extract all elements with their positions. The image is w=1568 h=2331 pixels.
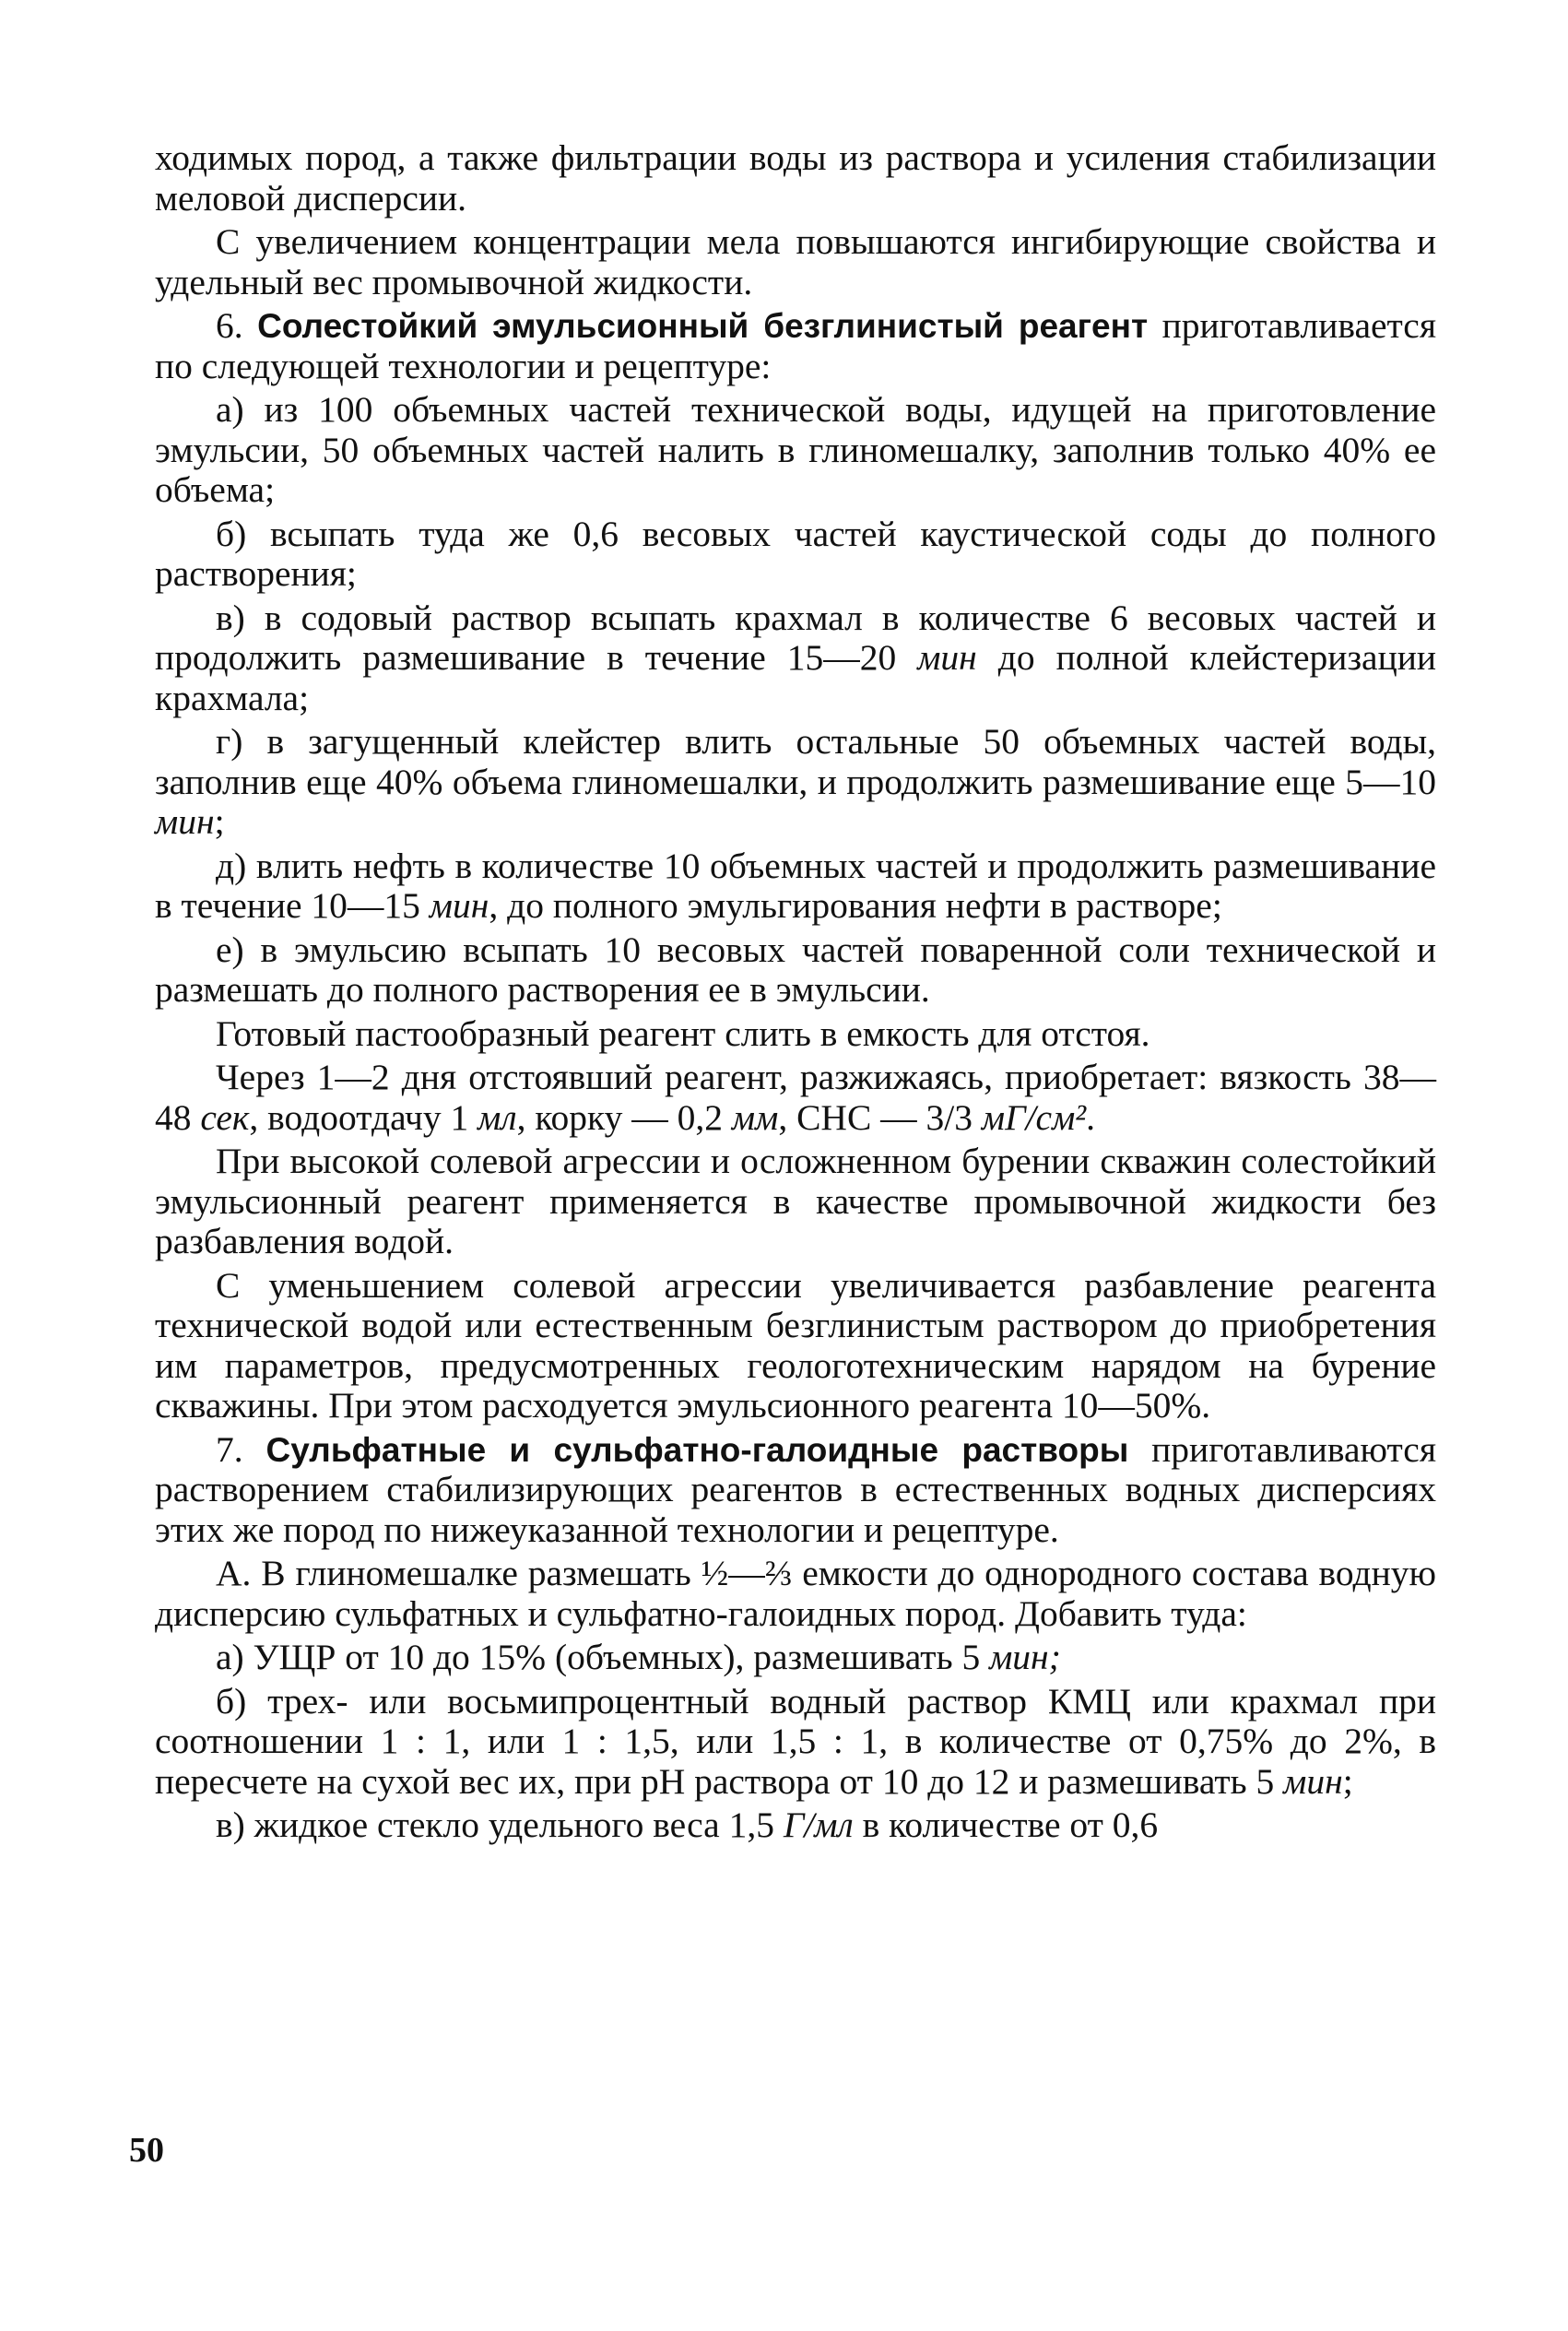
text-run: в) в содовый раствор всыпать крахмал в количестве 6 весовых частей и продолжить размешивание в течение 15—20: [155, 597, 1436, 678]
text-run: , водоотдачу 1: [249, 1096, 478, 1138]
text-run: а) УЩР от 10 до 15% (объемных), размешивать 5: [216, 1637, 990, 1677]
italic-unit-text: мл: [477, 1096, 517, 1138]
italic-unit-text: сек: [200, 1096, 250, 1138]
bold-heading-text: Сульфатные и сульфатно-галоидные растворы: [265, 1430, 1129, 1469]
text-run: А. В глиномешалке размешать ½—⅔ емкости до однородного состава водную дисперсию сульфатных и сульфатно-галоидных пород. Добавить туда:: [155, 1553, 1436, 1634]
paragraph: [155, 846, 1436, 927]
text-run: а) из 100 объемных частей технической воды, идущей на приготовление эмульсии, 50 объемных частей налить в глиномешалку, заполнив только 40% ее объема;: [155, 389, 1436, 510]
text-run: в количестве от 0,6: [853, 1804, 1159, 1845]
italic-unit-text: Г/мл: [783, 1804, 854, 1845]
text-run: приготавливаются растворением стабилизирующих реагентов в естественных водных дисперсиях этих же пород по нижеуказанной технологии и рецептуре.: [155, 1428, 1436, 1550]
text-run: ходимых пород, а также фильтрации воды из раствора и усиления стабилизации меловой дисперсии.: [155, 137, 1436, 219]
text-run: , до полного эмульгирования нефти в растворе;: [489, 885, 1222, 926]
paragraph: [155, 722, 1436, 843]
paragraph: [155, 1142, 1436, 1262]
text-run: .: [1086, 1096, 1096, 1138]
text-run: г) в загущенный клейстер влить остальные 50 объемных частей воды, заполнив еще 40% объема глиномешалки, и продолжить размешивание еще 5—10: [155, 721, 1436, 802]
paragraph: [155, 598, 1436, 719]
italic-unit-text: мин: [917, 637, 977, 678]
italic-unit-text: мин: [429, 885, 489, 926]
bold-heading-text: Солестойкий эмульсионный безглинистый реагент: [257, 307, 1149, 345]
paragraph: [155, 1682, 1436, 1803]
text-run: 6.: [216, 305, 258, 346]
text-run: , СНС — 3/3: [778, 1096, 982, 1138]
paragraph: [155, 1805, 1436, 1846]
text-run: е) в эмульсию всыпать 10 весовых частей поваренной соли технической и размешать до полного растворения ее в эмульсии.: [155, 929, 1436, 1010]
page-number: 50: [129, 2131, 164, 2170]
paragraph: [155, 222, 1436, 302]
text-run: С увеличением концентрации мела повышаются ингибирующие свойства и удельный вес промывочной жидкости.: [155, 221, 1436, 302]
italic-unit-text: мин: [155, 801, 215, 842]
paragraph: [155, 390, 1436, 511]
text-run: При высокой солевой агрессии и осложненном бурении скважин солестойкий эмульсионный реагент применяется в качестве промывочной жидкости без разбавления водой.: [155, 1141, 1436, 1261]
paragraph: [155, 930, 1436, 1011]
paragraph: [155, 1014, 1436, 1055]
text-run: д) влить нефть в количестве 10 объемных частей и продолжить размешивание в течение 10—15: [155, 845, 1436, 926]
text-run: до полной клейстеризации крахмала;: [155, 637, 1436, 718]
text-run: Готовый пастообразный реагент слить в емкость для отстоя.: [216, 1012, 1150, 1054]
paragraph: [155, 1266, 1436, 1426]
text-run: ;: [1342, 1760, 1353, 1802]
text-run: 7.: [216, 1428, 266, 1470]
text-run: ;: [214, 801, 225, 842]
paragraph: [155, 1554, 1436, 1634]
text-run: Через 1—2 дня отстоявший реагент, разжижаясь, приобретает: вязкость 38—48: [155, 1057, 1436, 1138]
paragraph: [155, 515, 1436, 595]
italic-unit-text: мм: [731, 1096, 779, 1138]
text-run: приготавливается по следующей технологии и рецептуре:: [155, 305, 1436, 386]
paragraph: [155, 1430, 1436, 1551]
italic-unit-text: мГ/см²: [981, 1096, 1087, 1138]
page-body: [155, 138, 1436, 1850]
paragraph: [155, 138, 1436, 219]
italic-unit-text: мин;: [989, 1637, 1061, 1677]
text-run: , корку — 0,2: [516, 1096, 732, 1138]
paragraph: [155, 306, 1436, 386]
text-run: б) трех- или восьмипроцентный водный раствор КМЦ или крахмал при соотношении 1 : 1, или 1 : 1,5, или 1,5 : 1, в количестве от 0,75% до 2%, в пересчете на сухой вес их, при pH раствора от 10 до 12 и размешивать 5: [155, 1680, 1436, 1802]
paragraph: [155, 1058, 1436, 1138]
text-run: б) всыпать туда же 0,6 весовых частей каустической соды до полного растворения;: [155, 513, 1436, 594]
paragraph: [155, 1638, 1436, 1678]
text-run: в) жидкое стекло удельного веса 1,5: [216, 1804, 784, 1845]
italic-unit-text: мин: [1283, 1760, 1343, 1802]
text-run: С уменьшением солевой агрессии увеличивается разбавление реагента технической водой или естественным безглинистым раствором до приобретения им параметров, предусмотренных геологотехническим нарядом на бурение скважины. При этом расходуется эмульсионного реагента 10—50%.: [155, 1264, 1436, 1426]
